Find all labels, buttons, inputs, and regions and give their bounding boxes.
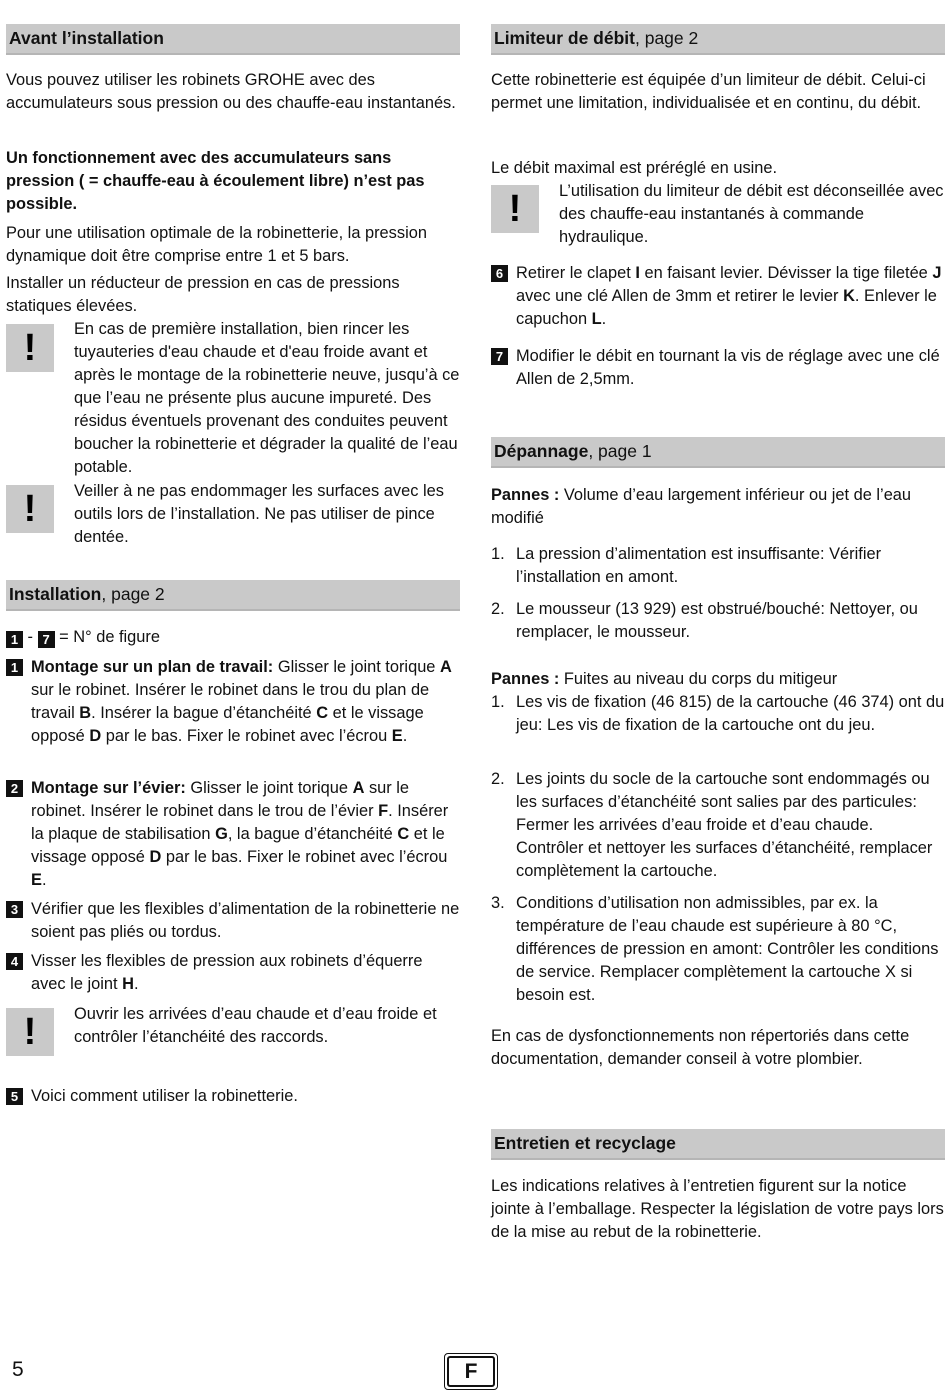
text-bold: H [122,975,134,993]
paragraph: Cette robinetterie est équipée d’un limiteur de débit. Celui-ci permet une limitation, individualisée et en continu, du débit. [491,71,926,112]
paragraph: Les indications relatives à l’entretien figurent sur la notice jointe à l’emballage. Respecter la législation de votre pays lors de la mise au rebut de la robinetterie. [491,1177,944,1241]
warning-icon: ! [491,185,539,233]
text-run: Le mousseur (13 929) est obstrué/bouché: Nettoyer, ou remplacer, le mousseur. [516,600,918,641]
step-number-badge: 2 [6,780,23,797]
text-run: et le vissage opposé [31,825,445,866]
text-bold: A [439,658,452,676]
text-run: sur le robinet. Insérer le robinet dans le trou du plan de travail [31,681,430,722]
language-badge: F [447,1356,495,1387]
text-run: 3. [491,894,505,912]
text-run: La pression d’alimentation est insuffisante: Vérifier l’installation en amont. [516,545,882,586]
text-bold: I [635,264,640,282]
fault-heading [491,484,945,530]
install-step-1 [6,656,460,748]
warning-text: En cas de première installation, bien rincer les tuyauteries d'eau chaude et d'eau froide avant et après le montage de la robinetterie neuve, jusqu’à ce que l’eau ne présente plus aucune impureté. Des résidus éventuels provenant des conduites peuvent boucher la robinetterie et dégrader la qualité de l’eau potable. [74,320,460,476]
text-run: 2. [491,770,505,788]
text-bold: D [89,727,102,745]
step-number-badge: 1 [6,659,23,676]
text-bold: E [31,871,42,889]
step-number-badge: 7 [491,348,508,365]
step-number-badge: 3 [6,901,23,918]
text-bold: J [932,264,942,282]
text-bold: G [215,825,228,843]
limiter-step-7 [491,345,945,391]
text-run: 1. [491,545,505,563]
text-run: 1. [491,693,505,711]
text-run: . Insérer la bague d’étanchéité [91,704,317,722]
paragraph: Installer un réducteur de pression en cas de pressions statiques élevées. [6,274,400,315]
install-step-4 [6,950,460,996]
paragraph-bold: Un fonctionnement avec des accumulateurs sans pression ( = chauffe-eau à écoulement libre) n’est pas possible. [6,149,425,213]
text-bold: K [843,287,855,305]
text-run: par le bas. Fixer le robinet avec l’écrou [161,848,448,866]
step-number-badge: 4 [6,953,23,970]
text-run: Fuites au niveau du corps du mitigeur [559,670,838,688]
list-item [491,691,945,737]
figure-number-badge: 7 [38,631,55,648]
text-bold: B [79,704,92,722]
text-run: = N° de figure [54,628,160,646]
text-bold: A [352,779,365,797]
text-run: Volume d’eau largement inférieur ou jet de l’eau modifié [491,486,912,527]
text-run: . Insérer la plaque de stabilisation [31,802,449,843]
text-run: . [402,727,408,745]
text-run: Glisser le joint torique [273,658,440,676]
text-bold: F [378,802,389,820]
step-number-badge: 6 [491,265,508,282]
warning-text: L’utilisation du limiteur de débit est déconseillée avec des chauffe-eau instantanés à commande hydraulique. [559,182,944,246]
text-bold: E [391,727,403,745]
text-bold: Montage sur l’évier: [31,779,186,797]
section-header-before-installation: Avant l’installation [6,24,460,55]
limiter-step-6 [491,262,945,331]
figure-number-badge: 1 [6,631,23,648]
text-run: . [133,975,139,993]
install-step-3 [6,898,460,944]
warning-text: Veiller à ne pas endommager les surfaces avec les outils lors de l’installation. Ne pas utiliser de pince dentée. [74,482,444,546]
text-bold: C [397,825,410,843]
text-bold: L [591,310,602,328]
warning-icon: ! [6,485,54,533]
text-run: Voici comment utiliser la robinetterie. [31,1087,298,1105]
text-run: Conditions d’utilisation non admissibles, par ex. la température de l’eau chaude est supérieure à 80 °C, différences de pression en amont: Contrôler les conditions de service. Remplacer complètement la cartouche X si besoin est. [516,894,939,1004]
paragraph: En cas de dysfonctionnements non répertoriés dans cette documentation, demander conseil à votre plombier. [491,1027,910,1068]
warning-text: Ouvrir les arrivées d’eau chaude et d’eau froide et contrôler l’étanchéité des raccords. [74,1005,437,1046]
list-item [491,598,945,644]
text-bold: Montage sur un plan de travail: [31,658,274,676]
text-bold: Pannes : [491,670,560,688]
paragraph: Vous pouvez utiliser les robinets GROHE avec des accumulateurs sous pression ou des chauffe-eau instantanés. [6,71,456,112]
warning-icon: ! [6,1008,54,1056]
list-item [491,768,945,883]
text-run: Les vis de fixation (46 815) de la cartouche (46 374) ont du jeu: Les vis de fixation de la cartouche ont du jeu. [516,693,945,734]
text-run: Glisser le joint torique [185,779,353,797]
text-run: Modifier le débit en tournant la vis de réglage avec une clé Allen de 2,5mm. [516,347,940,388]
text-run: . [41,871,47,889]
warning-icon: ! [6,324,54,372]
text-run: sur le robinet. Insérer le robinet dans le trou de l’évier [31,779,410,820]
text-bold: Pannes : [491,486,560,504]
text-run: , la bague d’étanchéité [227,825,398,843]
page-number: 5 [12,1358,24,1381]
section-header-troubleshooting: Dépannage, page 1 [491,437,945,468]
text-run: 2. [491,600,505,618]
text-run: Vérifier que les flexibles d’alimentation de la robinetterie ne soient pas pliés ou tordus. [31,900,460,941]
text-run: Retirer le clapet [516,264,636,282]
text-run: avec une clé Allen de 3mm et retirer le levier [516,287,844,305]
text-run: Visser les flexibles de pression aux robinets d’équerre avec le joint [31,952,423,993]
text-run: en faisant levier. Dévisser la tige filetée [639,264,933,282]
text-run: - [23,628,38,646]
section-header-maintenance: Entretien et recyclage [491,1129,945,1160]
list-item [491,892,945,1007]
list-item [491,543,945,589]
paragraph: Pour une utilisation optimale de la robinetterie, la pression dynamique doit être comprise entre 1 et 5 bars. [6,224,427,265]
section-header-installation: Installation, page 2 [6,580,460,611]
text-run: et le vissage opposé [31,704,424,745]
text-run: . [601,310,607,328]
figure-range-legend [6,626,460,649]
install-step-2 [6,777,460,892]
paragraph: Le débit maximal est préréglé en usine. [491,159,778,177]
text-run: . Enlever le capuchon [516,287,937,328]
text-run: Les joints du socle de la cartouche sont endommagés ou les surfaces d’étanchéité sont salies par des particules: Fermer les arrivées d’eau froide et d’eau chaude. Contrôler et nettoyer les surfaces d’étanchéité, remplacer complètement la cartouche. [516,770,933,880]
text-bold: C [316,704,329,722]
step-number-badge: 5 [6,1088,23,1105]
fault-heading [491,668,945,691]
text-run: par le bas. Fixer le robinet avec l’écrou [101,727,392,745]
text-bold: D [149,848,162,866]
install-step-5 [6,1085,460,1108]
section-header-flow-limiter: Limiteur de débit, page 2 [491,24,945,55]
